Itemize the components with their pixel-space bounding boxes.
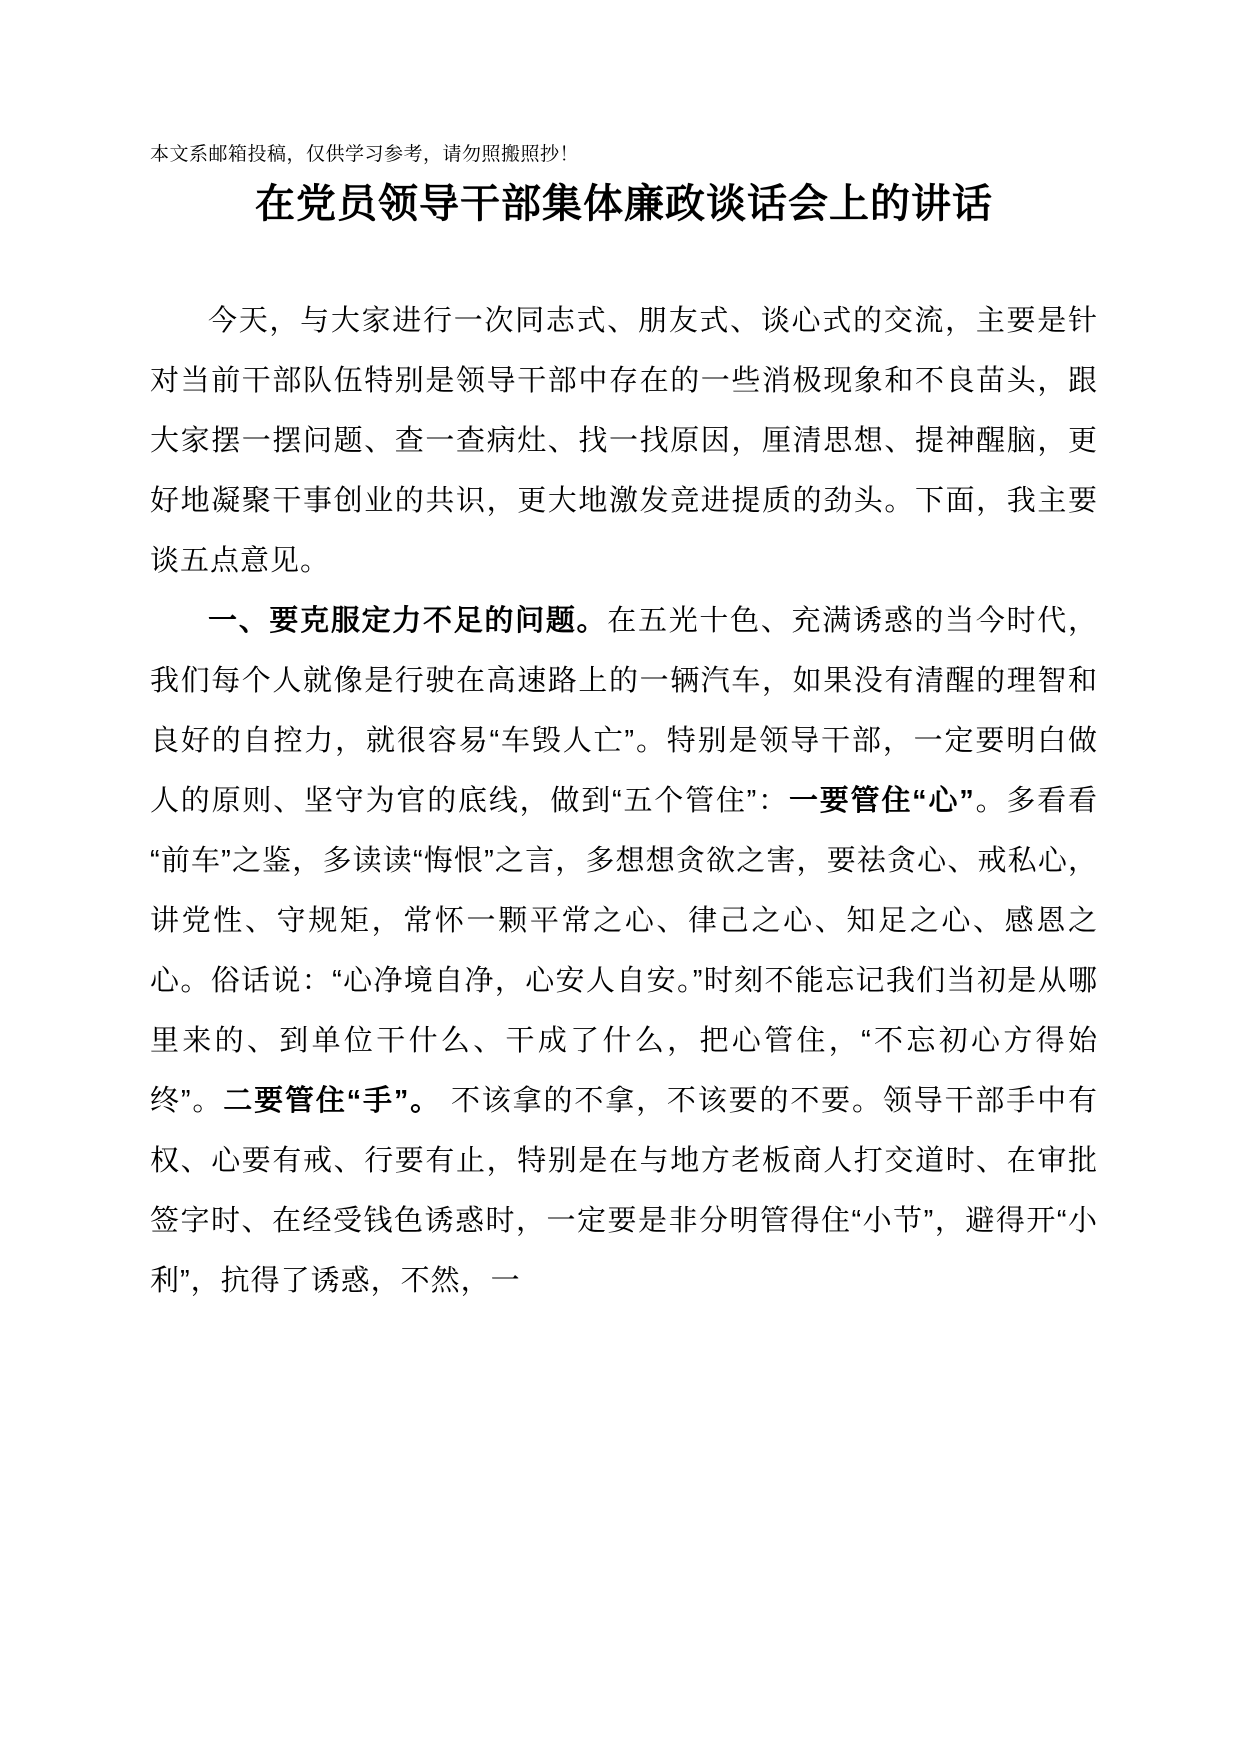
text-run: 不该拿的不拿，不该要的不要。领导干部手中有权、心要有戒、行要有止，特别是在与地方老板商人打交道时、在审批签字时、在经受钱色诱惑时，一定要是非分明管得住“小节”，避得开“小利”，抗得了诱惑，不然，一 xyxy=(150,1085,1098,1297)
document-title: 在党员领导干部集体廉政谈话会上的讲话 xyxy=(255,182,993,226)
paragraph xyxy=(150,591,1098,1311)
text-run: 在五光十色、充满诱惑的当今时代，我们每个人就像是行驶在高速路上的一辆汽车，如果没有清醒的理智和良好的自控力，就很容易“车毁人亡”。特别是领导干部，一定要明白做人的原则、坚守为官的底线，做到“五个管住”： xyxy=(150,605,1098,817)
paragraph xyxy=(150,291,1098,591)
bold-text-run: 二要管住“手”。 xyxy=(223,1085,442,1117)
bold-text-run: 一、要克服定力不足的问题。 xyxy=(208,605,608,637)
bold-text-run: 一要管住“心” xyxy=(788,785,975,817)
header-note: 本文系邮箱投稿，仅供学习参考，请勿照搬照抄！ xyxy=(150,144,580,165)
text-run: 。多看看“前车”之鉴，多读读“悔恨”之言，多想想贪欲之害，要祛贪心、戒私心，讲党性、守规矩，常怀一颗平常之心、律己之心、知足之心、感恩之心。俗话说：“心净境自净，心安人自安。”时刻不能忘记我们当初是从哪里来的、到单位干什么、干成了什么，把心管住，“不忘初心方得始终”。 xyxy=(150,785,1098,1117)
text-run: 今天，与大家进行一次同志式、朋友式、谈心式的交流，主要是针对当前干部队伍特别是领导干部中存在的一些消极现象和不良苗头，跟大家摆一摆问题、查一查病灶、找一找原因，厘清思想、提神醒脑，更好地凝聚干事创业的共识，更大地激发竞进提质的劲头。下面，我主要谈五点意见。 xyxy=(150,305,1098,577)
document-body xyxy=(150,291,1098,1311)
